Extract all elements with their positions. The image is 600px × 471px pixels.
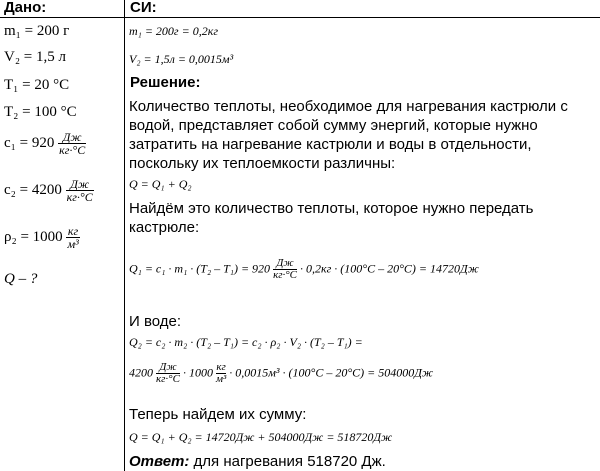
paragraph-1: Количество теплоты, необходимое для нагревания кастрюли с водой, представляет собой сумму энергий, которые нужно затратить на нагревание кастрюли и воды в отдельности, поскольку их теплоемкости различны:	[129, 98, 568, 172]
answer-text: для нагревания 518720 Дж.	[189, 453, 386, 470]
given-rho-den: м³	[67, 237, 79, 251]
formula-q2-den1: кг·°C	[156, 373, 180, 385]
formula-q2-unit2	[216, 362, 226, 385]
si-line-1: m₁ = 200г = 0,2кг	[129, 24, 219, 38]
paragraph-2: Найдём это количество теплоты, которое нужно передать кастрюле:	[129, 200, 534, 236]
given-c2-num: Дж	[66, 178, 94, 191]
formula-q2-num2: кг	[216, 361, 226, 373]
formula-sum: Q = Q₁ + Q₂	[129, 177, 192, 191]
given-t2: T₂ = 100 °C	[4, 104, 77, 120]
formula-q1-den: кг·°C	[273, 269, 297, 281]
formula-q2-c: · 0,0015м³ · (100°C – 20°C) = 504000Дж	[229, 365, 434, 380]
given-t1: T₁ = 20 °C	[4, 77, 70, 93]
given-rho-prefix: ρ₂ = 1000	[4, 228, 63, 245]
formula-q2-den2: м³	[215, 373, 227, 385]
answer-label: Ответ:	[129, 453, 190, 470]
given-c1-unit	[58, 131, 86, 156]
given-c2-prefix: c₂ = 4200	[4, 181, 62, 198]
answer	[129, 453, 386, 470]
given-m1: m₁ = 200 г	[4, 23, 70, 39]
formula-total: Q = Q₁ + Q₂ = 14720Дж + 504000Дж = 518720Дж	[129, 430, 393, 444]
formula-q1-left: Q₁ = c₁ · m₁ · (T₂ – T₁) = 920	[129, 261, 271, 276]
column-divider	[124, 0, 125, 471]
paragraph-3: И воде:	[129, 313, 182, 330]
given-rho-num: кг	[67, 224, 79, 238]
formula-q2-values	[129, 362, 433, 385]
formula-q2: Q₂ = c₂ · m₂ · (T₂ – T₁) = c₂ · ρ₂ · V₂ · (T₂ – T₁) =	[129, 335, 363, 349]
formula-q2-b: · 1000	[182, 365, 213, 380]
si-title: СИ:	[130, 0, 157, 16]
formula-q1-unit	[273, 258, 297, 281]
given-v2: V₂ = 1,5 л	[4, 49, 67, 65]
given-c2-unit	[66, 178, 94, 203]
given-c1-prefix: c₁ = 920	[4, 134, 55, 151]
given-c1-den: кг·°C	[59, 143, 86, 157]
header-divider	[0, 17, 600, 18]
given-rho-unit	[66, 225, 79, 250]
given-question: Q – ?	[4, 271, 38, 287]
solution-title: Решение:	[130, 74, 201, 91]
formula-q2-a: 4200	[129, 365, 153, 380]
given-c1-num: Дж	[58, 131, 86, 144]
given-c2-den: кг·°C	[66, 190, 93, 204]
given-c1	[4, 131, 86, 156]
given-rho	[4, 225, 80, 250]
formula-q2-num1: Дж	[156, 362, 180, 374]
given-title: Дано:	[4, 0, 47, 16]
given-c2	[4, 178, 94, 203]
paragraph-4: Теперь найдем их сумму:	[129, 406, 307, 423]
formula-q1	[129, 258, 479, 281]
formula-q1-num: Дж	[273, 258, 297, 270]
si-line-2: V₂ = 1,5л = 0,0015м³	[129, 52, 234, 66]
formula-q1-right: · 0,2кг · (100°C – 20°C) = 14720Дж	[300, 261, 479, 276]
formula-q2-unit1	[156, 362, 180, 385]
